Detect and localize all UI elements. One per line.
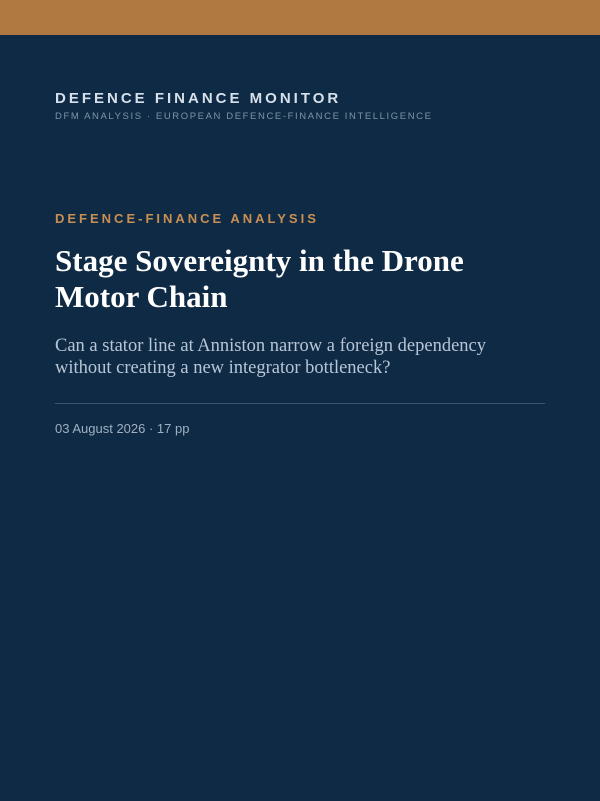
divider bbox=[55, 403, 545, 404]
report-subtitle: Can a stator line at Anniston narrow a foreign dependency without creating a new integrator bottleneck? bbox=[55, 336, 487, 378]
report-meta: 03 August 2026 · 17 pp bbox=[55, 421, 190, 436]
publication-name: DEFENCE FINANCE MONITOR bbox=[55, 90, 342, 107]
report-title: Stage Sovereignty in the Drone Motor Chain bbox=[55, 243, 464, 314]
section-kicker: DEFENCE-FINANCE ANALYSIS bbox=[55, 211, 319, 226]
masthead bbox=[55, 90, 433, 123]
top-accent-bar bbox=[0, 0, 600, 35]
publication-tagline: DFM ANALYSIS · EUROPEAN DEFENCE-FINANCE INTELLIGENCE bbox=[55, 111, 433, 122]
